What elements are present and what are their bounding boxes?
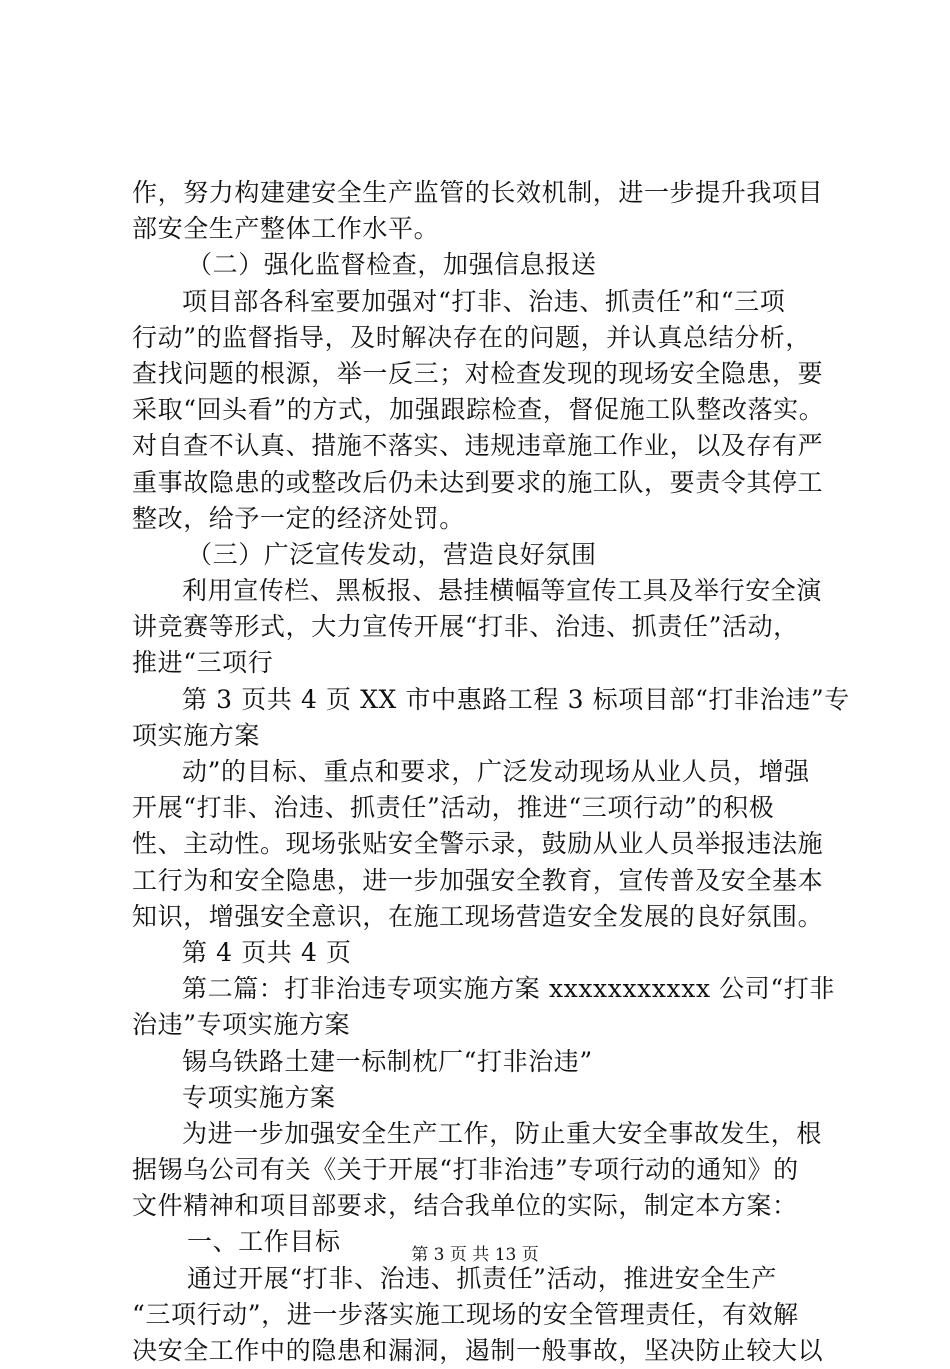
text-line: 项目部各科室要加强对“打非、治违、抓责任”和“三项 [182,286,786,316]
text-line: 推进“三项行 [132,648,274,678]
text-line: 作，努力构建建安全生产监管的长效机制，进一步提升我项目 [132,178,824,207]
text-line: 通过开展“打非、治违、抓责任”活动，推进安全生产 [187,1263,777,1293]
text-line: 利用宣传栏、黑板报、悬挂横幅等宣传工具及举行安全演 [182,576,823,606]
section-heading: （三）广泛宣传发动，营造良好氛围 [187,539,597,569]
text-line: 锡乌铁路土建一标制枕厂“打非治违” [182,1046,593,1076]
text-line: 重事故隐患的或整改后仍未达到要求的施工队，要责令其停工 [132,467,824,497]
text-line: 工行为和安全隐患，进一步加强安全教育，宣传普及安全基本 [132,865,824,895]
document-body [132,175,850,1369]
section-heading: 一、工作目标 [187,1227,341,1257]
text-line: 第 4 页共 4 页 [182,937,352,967]
text-line: 讲竞赛等形式，大力宣传开展“打非、治违、抓责任”活动， [132,612,799,642]
text-line: 查找问题的根源，举一反三；对检查发现的现场安全隐患，要 [132,358,824,388]
text-line: 第二篇：打非治违专项实施方案 xxxxxxxxxxx 公司“打非 [182,974,835,1004]
text-line: 治违”专项实施方案 [132,1010,351,1040]
page-footer: 第 3 页 共 13 页 [411,1245,539,1265]
text-line: 采取“回头看”的方式，加强跟踪检查，督促施工队整改落实。 [132,395,825,425]
text-line: 动”的目标、重点和要求，广泛发动现场从业人员，增强 [182,757,810,786]
text-line: 知识，增强安全意识，在施工现场营造安全发展的良好氛围。 [132,901,824,931]
text-line: 对自查不认真、措施不落实、违规违章施工作业，以及存有严 [132,431,824,461]
text-line: 第 3 页共 4 页 XX 市中惠路工程 3 标项目部“打非治违”专 [182,684,850,714]
text-line: 据锡乌公司有关《关于开展“打非治违”专项行动的通知》的 [132,1155,799,1185]
text-line: 整改，给予一定的经济处罚。 [132,503,465,533]
text-line: 为进一步加强安全生产工作，防止重大安全事故发生，根 [182,1118,823,1148]
text-line: 性、主动性。现场张贴安全警示录，鼓励从业人员举报违法施 [132,829,824,859]
text-line: 开展“打非、治违、抓责任”活动，推进“三项行动”的积极 [132,793,775,823]
section-heading: （二）强化监督检查，加强信息报送 [187,250,597,280]
text-line: 行动”的监督指导，及时解决存在的问题，并认真总结分析， [132,322,811,352]
text-line: 部安全生产整体工作水平。 [132,214,440,244]
text-line: 专项实施方案 [182,1082,336,1112]
text-line: 文件精神和项目部要求，结合我单位的实际，制定本方案： [132,1191,798,1221]
text-line: 项实施方案 [132,720,261,750]
text-line: 决安全工作中的隐患和漏洞，遏制一般事故，坚决防止较大以 [132,1336,824,1365]
text-line: “三项行动”，进一步落实施工现场的安全管理责任，有效解 [132,1299,799,1329]
